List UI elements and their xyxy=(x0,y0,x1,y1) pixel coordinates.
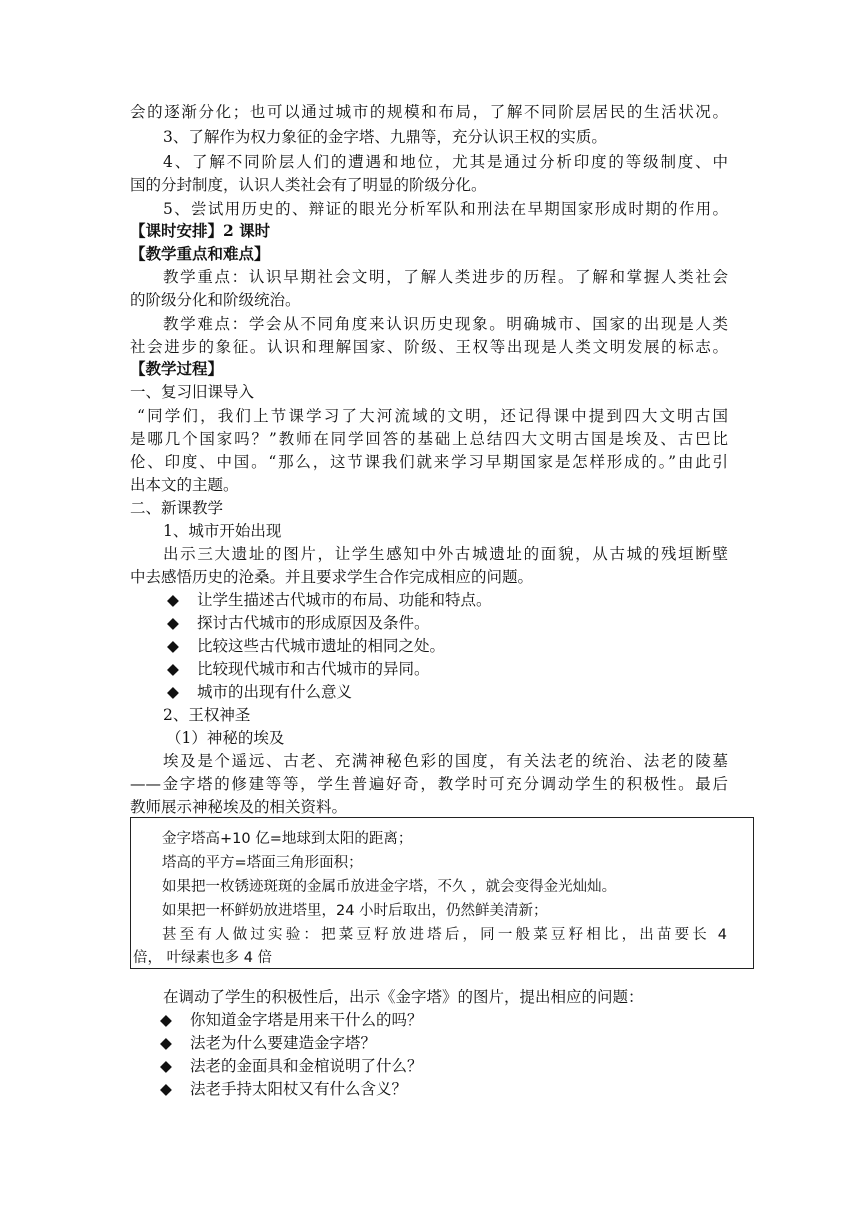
diamond-bullet-icon: ◆ xyxy=(160,1080,172,1098)
part-2-title: 二、新课教学 xyxy=(130,499,224,517)
intro-line-2: 是哪几个国家吗？”教师在同学回答的基础上总结四大文明古国是埃及、古巴比 xyxy=(130,430,728,448)
diamond-bullet-icon: ◆ xyxy=(160,1057,172,1075)
diamond-bullet-icon: ◆ xyxy=(167,683,179,701)
intro-line-3: 伦、印度、中国。“那么，这节课我们就来学习早期国家是怎样形成的。”由此引 xyxy=(130,453,728,471)
objective-4-line-2: 国的分封制度，认识人类社会有了明显的阶级分化。 xyxy=(130,176,487,194)
diamond-bullet-icon: ◆ xyxy=(167,637,179,655)
list-item: ◆ 比较这些古代城市遗址的相同之处。 xyxy=(167,637,446,655)
focus-line-1: 教学重点：认识早期社会文明，了解人类进步的历程。了解和掌握人类社会 xyxy=(163,268,728,286)
part-1-title: 一、复习旧课导入 xyxy=(130,383,255,401)
section-1-title: 1、城市开始出现 xyxy=(163,522,282,540)
objective-4-line-1: 4、了解不同阶层人们的遭遇和地位，尤其是通过分析印度的等级制度、中 xyxy=(163,153,728,171)
egypt-line-3: 教师展示神秘埃及的相关资料。 xyxy=(130,798,348,816)
objective-3: 3、了解作为权力象征的金字塔、九鼎等，充分认识王权的实质。 xyxy=(163,128,607,146)
list-item: ◆ 你知道金字塔是用来干什么的吗？ xyxy=(160,1011,423,1029)
box-line: 塔高的平方=塔面三角形面积； xyxy=(162,855,363,871)
egypt-line-2: ——金字塔的修建等等，学生普遍好奇，教学时可充分调动学生的积极性。最后 xyxy=(130,775,728,793)
process-heading: 【教学过程】 xyxy=(130,359,224,378)
list-item: ◆ 法老手持太阳杖又有什么含义？ xyxy=(160,1080,408,1098)
section-1-line-1: 出示三大遗址的图片，让学生感知中外古城遗址的面貌，从古城的残垣断壁 xyxy=(163,545,728,563)
box-line: 如果把一枚锈迹斑斑的金属币放进金字塔，不久 ，就会变得金光灿灿。 xyxy=(162,879,617,895)
difficulty-line-1: 教学难点：学会从不同角度来认识历史现象。明确城市、国家的出现是人类 xyxy=(163,315,728,333)
box-line: 倍， 叶绿素也多 4 倍 xyxy=(133,950,273,966)
egypt-facts-box xyxy=(130,817,754,969)
intro-line-1: “同学们，我们上节课学习了大河流域的文明，还记得课中提到四大文明古国 xyxy=(137,407,728,425)
diamond-bullet-icon: ◆ xyxy=(160,1011,172,1029)
focus-line-2: 的阶级分化和阶级统治。 xyxy=(130,291,301,309)
list-item: ◆ 城市的出现有什么意义 xyxy=(167,683,353,701)
list-item: ◆ 比较现代城市和古代城市的异同。 xyxy=(167,660,430,678)
pyramid-intro: 在调动了学生的积极性后，出示《金字塔》的图片，提出相应的问题： xyxy=(163,988,644,1006)
box-line: 甚至有人做过实验：把菜豆籽放进塔后，同一般菜豆籽相比，出苗要长 4 xyxy=(162,927,727,943)
section-2-title: 2、王权神圣 xyxy=(163,706,251,724)
list-item: ◆ 法老为什么要建造金字塔？ xyxy=(160,1034,377,1052)
objective-2-continuation: 会的逐渐分化；也可以通过城市的规模和布局，了解不同阶层居民的生活状况。 xyxy=(130,103,728,121)
diamond-bullet-icon: ◆ xyxy=(167,614,179,632)
diamond-bullet-icon: ◆ xyxy=(167,591,179,609)
objective-5: 5、尝试用历史的、辩证的眼光分析军队和刑法在早期国家形成时期的作用。 xyxy=(163,200,728,218)
list-item: ◆ 让学生描述古代城市的布局、功能和特点。 xyxy=(167,591,492,609)
diamond-bullet-icon: ◆ xyxy=(160,1034,172,1052)
list-item: ◆ 探讨古代城市的形成原因及条件。 xyxy=(167,614,430,632)
egypt-line-1: 埃及是个遥远、古老、充满神秘色彩的国度，有关法老的统治、法老的陵墓 xyxy=(163,752,728,770)
section-1-line-2: 中去感悟历史的沧桑。并且要求学生合作完成相应的问题。 xyxy=(130,568,534,586)
box-line: 如果把一杯鲜奶放进塔里，24 小时后取出，仍然鲜美清新； xyxy=(162,903,548,919)
difficulty-line-2: 社会进步的象征。认识和理解国家、阶级、王权等出现是人类文明发展的标志。 xyxy=(130,338,728,356)
subsection-1-title: （1）神秘的埃及 xyxy=(166,729,285,747)
intro-line-4: 出本文的主题。 xyxy=(130,476,239,494)
key-points-heading: 【教学重点和难点】 xyxy=(130,244,270,263)
list-item: ◆ 法老的金面具和金棺说明了什么？ xyxy=(160,1057,423,1075)
box-line: 金字塔高+10 亿=地球到太阳的距离； xyxy=(162,831,413,847)
diamond-bullet-icon: ◆ xyxy=(167,660,179,678)
schedule-heading: 【课时安排】2 课时 xyxy=(130,221,271,240)
